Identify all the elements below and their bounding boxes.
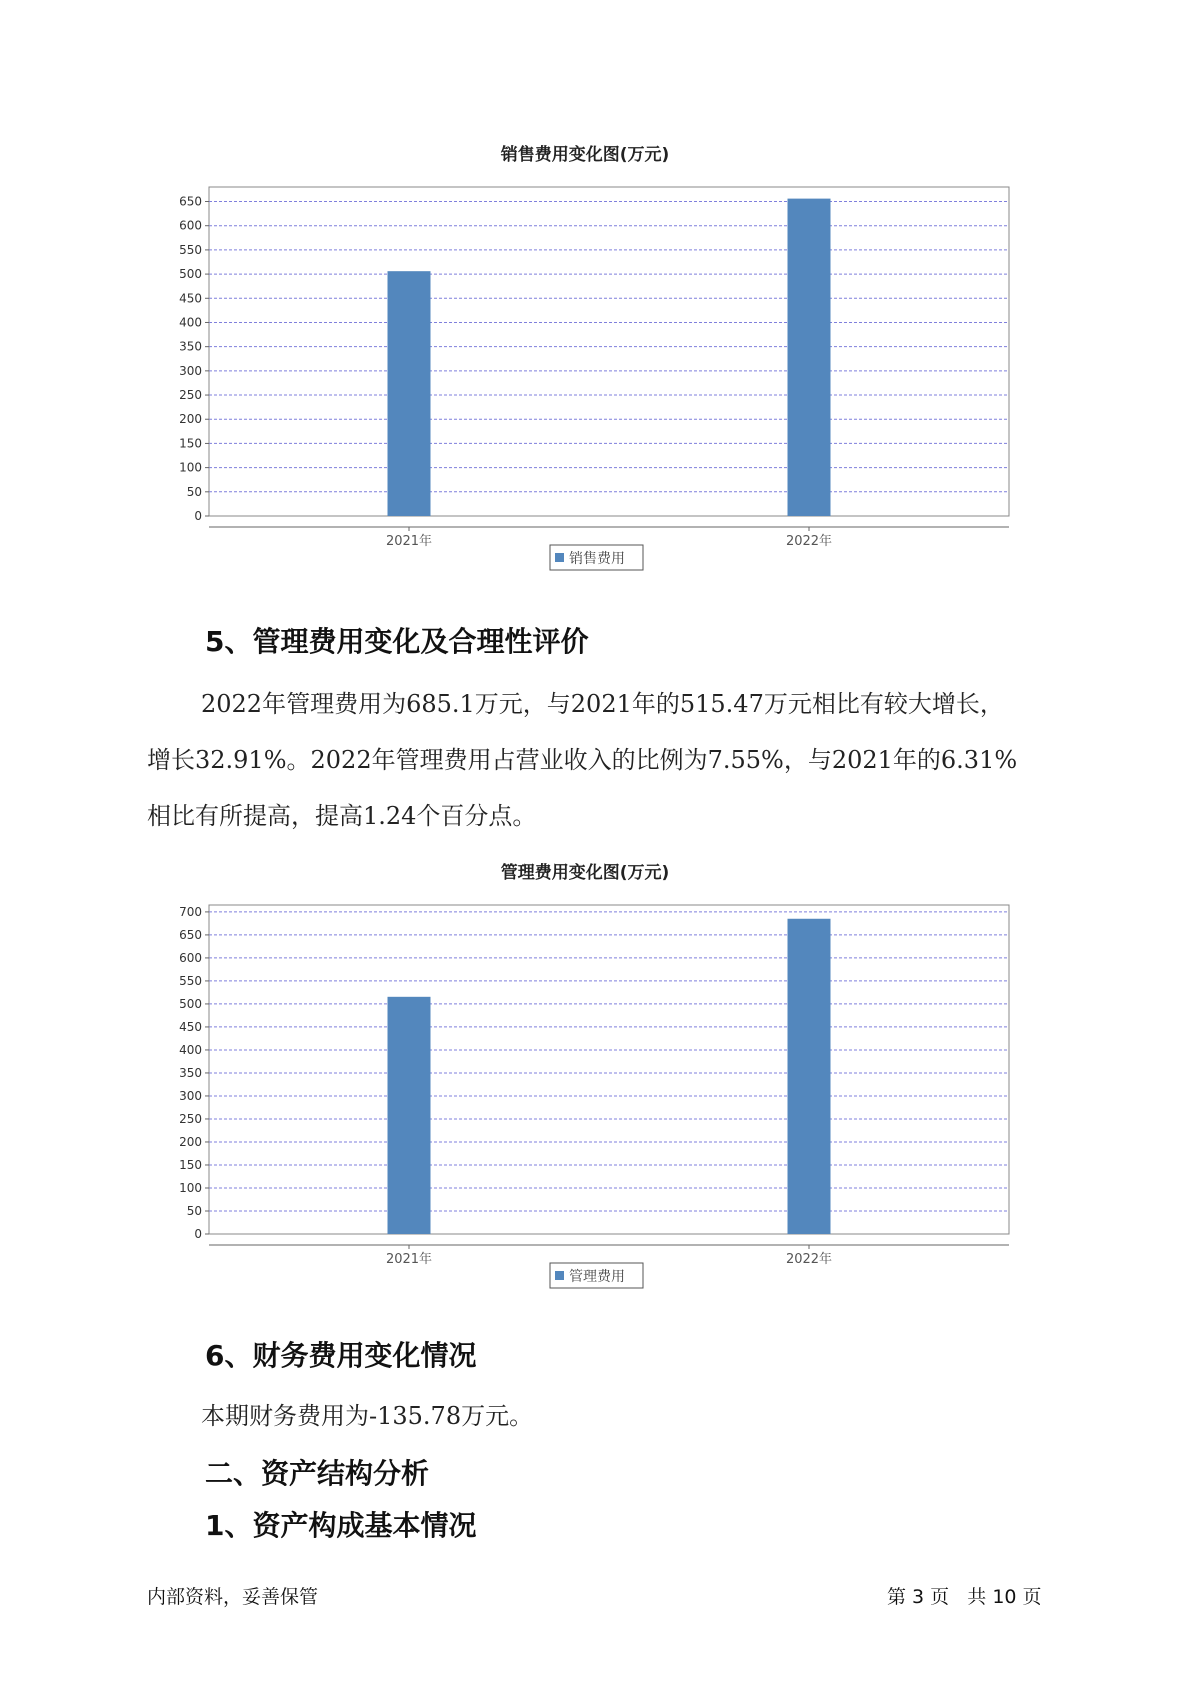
y-tick-label: 500 (179, 996, 202, 1011)
y-tick-label: 400 (179, 1042, 202, 1057)
y-tick-label: 450 (179, 291, 202, 306)
legend-label: 管理费用 (569, 1269, 625, 1285)
paragraph-line: 2022年管理费用为685.1万元，与2021年的515.47万元相比有较大增长， (201, 690, 1004, 718)
y-tick-label: 700 (179, 904, 202, 919)
bar (788, 199, 831, 516)
y-tick-label: 600 (179, 950, 202, 965)
y-tick-label: 50 (186, 484, 202, 499)
y-tick-label: 100 (179, 460, 202, 475)
chart-svg (150, 858, 1020, 1298)
chart-title: 销售费用变化图(万元) (500, 145, 670, 165)
section-5-paragraph (147, 676, 1077, 844)
legend-swatch (555, 553, 564, 562)
y-tick-label: 200 (179, 1134, 202, 1149)
section-6-paragraph (147, 1388, 1077, 1444)
plot-area (209, 187, 1009, 516)
legend-swatch (555, 1271, 564, 1280)
part-2-heading: 二、资产结构分析 (205, 1457, 430, 1490)
paragraph-line: 增长32.91%。2022年管理费用占营业收入的比例为7.55%，与2021年的6.31% (147, 746, 1018, 774)
y-tick-label: 550 (179, 242, 202, 257)
section-6-heading: 6、财务费用变化情况 (205, 1339, 477, 1372)
legend-label: 销售费用 (569, 551, 625, 567)
y-tick-label: 300 (179, 1088, 202, 1103)
part-2-section-1-heading: 1、资产构成基本情况 (205, 1509, 477, 1542)
chart-svg (150, 140, 1020, 580)
bar (388, 271, 431, 516)
y-tick-label: 0 (194, 1227, 202, 1241)
paragraph-line: 相比有所提高，提高1.24个百分点。 (147, 802, 537, 830)
y-tick-label: 150 (179, 436, 202, 451)
y-tick-label: 150 (179, 1157, 202, 1172)
y-tick-label: 250 (179, 388, 202, 403)
y-tick-label: 600 (179, 218, 202, 233)
y-tick-label: 500 (179, 267, 202, 282)
x-tick-label: 2021年 (385, 534, 433, 549)
y-tick-label: 650 (179, 194, 202, 209)
x-tick-label: 2022年 (785, 534, 833, 549)
section-5-heading: 5、管理费用变化及合理性评价 (205, 625, 589, 658)
plot-area (209, 905, 1009, 1234)
y-tick-label: 300 (179, 363, 202, 378)
chart-title: 管理费用变化图(万元) (500, 863, 670, 883)
sales-expense-chart (150, 140, 1020, 580)
footer-right: 第 3 页 共 10 页 (887, 1586, 1042, 1608)
y-tick-label: 50 (186, 1203, 202, 1218)
y-tick-label: 200 (179, 412, 202, 427)
footer-left: 内部资料，妥善保管 (147, 1586, 319, 1608)
y-tick-label: 650 (179, 927, 202, 942)
bar (788, 919, 831, 1234)
y-tick-label: 250 (179, 1111, 202, 1126)
y-tick-label: 450 (179, 1019, 202, 1034)
x-tick-label: 2022年 (785, 1252, 833, 1267)
y-tick-label: 100 (179, 1180, 202, 1195)
y-tick-label: 350 (179, 1065, 202, 1080)
y-tick-label: 550 (179, 973, 202, 988)
bar (388, 997, 431, 1234)
paragraph-line: 本期财务费用为-135.78万元。 (201, 1402, 534, 1430)
admin-expense-chart (150, 858, 1020, 1298)
y-tick-label: 0 (194, 509, 202, 523)
y-tick-label: 350 (179, 339, 202, 354)
y-tick-label: 400 (179, 315, 202, 330)
x-tick-label: 2021年 (385, 1252, 433, 1267)
